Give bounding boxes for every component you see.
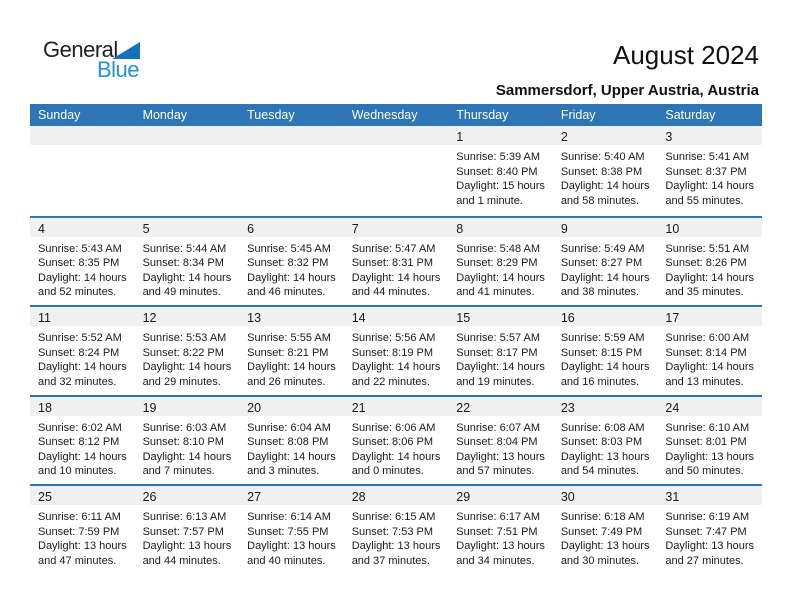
- sunrise-text: Sunrise: 6:10 AM: [665, 421, 750, 434]
- day-details: [657, 505, 762, 568]
- calendar-empty-cell: [135, 126, 240, 216]
- day-number: 20: [247, 400, 262, 415]
- day-number: 25: [38, 490, 52, 504]
- sunset-text: Sunset: 8:17 PM: [456, 346, 538, 359]
- daylight-text-line1: Daylight: 13 hours: [456, 540, 545, 553]
- weekday-header-row: [30, 104, 762, 126]
- day-number-band: [239, 397, 344, 416]
- sunrise-text: Sunrise: 6:07 AM: [456, 421, 541, 434]
- calendar-day-cell: [344, 218, 449, 306]
- day-details: [553, 326, 658, 389]
- sunrise-text: Sunrise: 5:40 AM: [560, 151, 645, 163]
- day-number-band: [30, 126, 135, 145]
- day-number: 7: [351, 221, 359, 236]
- sunrise-text: Sunrise: 6:04 AM: [247, 421, 331, 434]
- sunrise-text: Sunrise: 5:53 AM: [142, 332, 227, 344]
- daylight-text-line1: Daylight: 13 hours: [560, 540, 650, 553]
- sunrise-text: Sunrise: 6:18 AM: [560, 511, 645, 523]
- daylight-text-line1: Daylight: 14 hours: [351, 361, 441, 374]
- day-number: 1: [456, 130, 464, 144]
- general-blue-logo: [30, 37, 150, 87]
- sunrise-text: Sunrise: 5:43 AM: [38, 242, 122, 255]
- sunrise-text: Sunrise: 6:13 AM: [142, 511, 227, 523]
- day-number: 30: [560, 490, 575, 504]
- sunset-text: Sunset: 8:24 PM: [38, 346, 120, 359]
- daylight-text-line2: and 44 minutes.: [142, 554, 221, 567]
- sunset-text: Sunset: 8:01 PM: [665, 436, 747, 449]
- weeks-container: [30, 126, 762, 574]
- page-title: August 2024: [612, 40, 759, 70]
- day-number: 9: [560, 221, 568, 236]
- day-details: [30, 505, 135, 568]
- daylight-text-line2: and 50 minutes.: [665, 465, 744, 478]
- day-details: [553, 237, 658, 300]
- sunset-text: Sunset: 7:59 PM: [38, 525, 120, 538]
- day-details: [448, 145, 553, 208]
- day-number: 27: [247, 490, 262, 504]
- day-number: 6: [247, 221, 255, 236]
- day-number-band: [657, 486, 762, 505]
- day-number-band: [344, 486, 449, 505]
- daylight-text-line1: Daylight: 13 hours: [560, 450, 650, 463]
- sunset-text: Sunset: 8:37 PM: [665, 165, 747, 178]
- day-number-band: [448, 126, 553, 145]
- day-details: [553, 416, 658, 479]
- day-number: 28: [351, 490, 366, 504]
- daylight-text-line2: and 44 minutes.: [351, 286, 430, 299]
- daylight-text-line1: Daylight: 13 hours: [665, 450, 755, 463]
- day-details: [239, 237, 344, 300]
- calendar-day-cell: [344, 397, 449, 485]
- calendar-empty-cell: [239, 126, 344, 216]
- calendar-day-cell: [448, 126, 553, 216]
- sunset-text: Sunset: 8:06 PM: [351, 436, 434, 449]
- day-number: 16: [560, 311, 575, 325]
- day-number-band: [448, 486, 553, 505]
- day-number-band: [553, 126, 658, 145]
- daylight-text-line1: Daylight: 14 hours: [560, 180, 650, 193]
- daylight-text-line1: Daylight: 15 hours: [456, 180, 545, 193]
- calendar-day-cell: [553, 486, 658, 574]
- daylight-text-line2: and 13 minutes.: [665, 375, 744, 388]
- day-header-sunday: Sunday: [38, 108, 81, 122]
- calendar-day-cell: [135, 486, 240, 574]
- daylight-text-line1: Daylight: 14 hours: [142, 450, 232, 463]
- day-details: [30, 326, 135, 389]
- daylight-text-line1: Daylight: 14 hours: [142, 361, 232, 374]
- daylight-text-line2: and 32 minutes.: [38, 375, 117, 388]
- sunrise-text: Sunrise: 6:17 AM: [456, 511, 541, 523]
- calendar-day-cell: [135, 307, 240, 395]
- location-subtitle: Sammersdorf, Upper Austria, Austria: [495, 82, 759, 99]
- sunrise-text: Sunrise: 5:39 AM: [456, 151, 541, 163]
- sunrise-text: Sunrise: 6:15 AM: [351, 511, 436, 523]
- sunrise-text: Sunrise: 5:41 AM: [665, 151, 750, 163]
- sunset-text: Sunset: 7:49 PM: [560, 525, 643, 538]
- day-number: 8: [456, 221, 464, 236]
- daylight-text-line2: and 57 minutes.: [456, 465, 535, 478]
- day-details: [239, 416, 344, 479]
- day-details: [135, 416, 240, 479]
- sunset-text: Sunset: 7:53 PM: [351, 525, 434, 538]
- sunrise-text: Sunrise: 5:57 AM: [456, 332, 541, 344]
- daylight-text-line2: and 22 minutes.: [351, 375, 430, 388]
- calendar-week-row: [30, 484, 762, 574]
- sunset-text: Sunset: 8:35 PM: [38, 257, 120, 270]
- calendar-day-cell: [657, 486, 762, 574]
- daylight-text-line2: and 37 minutes.: [351, 554, 430, 567]
- calendar-week-row: [30, 126, 762, 216]
- day-number: 13: [247, 311, 262, 325]
- day-number-band: [344, 307, 449, 326]
- calendar-day-cell: [239, 218, 344, 306]
- day-number-band: [135, 218, 240, 237]
- calendar-grid: [30, 104, 762, 574]
- sunrise-text: Sunrise: 5:51 AM: [665, 242, 750, 255]
- calendar-week-row: [30, 305, 762, 395]
- sunrise-text: Sunrise: 6:14 AM: [247, 511, 331, 523]
- day-details: [135, 326, 240, 389]
- daylight-text-line1: Daylight: 14 hours: [560, 271, 650, 284]
- daylight-text-line1: Daylight: 14 hours: [38, 361, 127, 374]
- daylight-text-line2: and 46 minutes.: [247, 286, 326, 299]
- day-number-band: [135, 397, 240, 416]
- calendar-day-cell: [657, 126, 762, 216]
- calendar-day-cell: [30, 307, 135, 395]
- sunset-text: Sunset: 8:32 PM: [247, 257, 329, 270]
- day-number-band: [448, 397, 553, 416]
- daylight-text-line2: and 16 minutes.: [560, 375, 640, 388]
- day-header-wednesday: Wednesday: [351, 108, 418, 122]
- sunset-text: Sunset: 7:51 PM: [456, 525, 538, 538]
- day-number: 10: [665, 221, 680, 236]
- daylight-text-line1: Daylight: 14 hours: [665, 271, 755, 284]
- calendar-day-cell: [239, 307, 344, 395]
- calendar-day-cell: [657, 218, 762, 306]
- daylight-text-line2: and 29 minutes.: [142, 375, 221, 388]
- day-header-friday: Friday: [560, 108, 596, 122]
- day-number: 19: [142, 400, 157, 415]
- day-details: [657, 145, 762, 208]
- day-number-band: [448, 218, 553, 237]
- daylight-text-line1: Daylight: 14 hours: [247, 450, 336, 463]
- day-number-band: [239, 126, 344, 145]
- sunset-text: Sunset: 7:57 PM: [142, 525, 224, 538]
- day-number-band: [239, 486, 344, 505]
- sunset-text: Sunset: 8:14 PM: [665, 346, 747, 359]
- day-details: [135, 505, 240, 568]
- calendar-day-cell: [239, 486, 344, 574]
- sunrise-text: Sunrise: 5:52 AM: [38, 332, 122, 344]
- day-details: [553, 505, 658, 568]
- daylight-text-line1: Daylight: 14 hours: [38, 271, 127, 284]
- calendar-day-cell: [135, 397, 240, 485]
- daylight-text-line2: and 41 minutes.: [456, 286, 535, 299]
- sunset-text: Sunset: 8:15 PM: [560, 346, 643, 359]
- sunset-text: Sunset: 8:03 PM: [560, 436, 643, 449]
- calendar-day-cell: [239, 397, 344, 485]
- calendar-day-cell: [657, 397, 762, 485]
- daylight-text-line2: and 7 minutes.: [142, 465, 215, 478]
- day-details: [448, 416, 553, 479]
- daylight-text-line2: and 10 minutes.: [38, 465, 117, 478]
- sunrise-text: Sunrise: 5:56 AM: [351, 332, 436, 344]
- day-number-band: [553, 218, 658, 237]
- sunset-text: Sunset: 8:27 PM: [560, 257, 643, 270]
- calendar-day-cell: [448, 397, 553, 485]
- daylight-text-line1: Daylight: 14 hours: [560, 361, 650, 374]
- daylight-text-line1: Daylight: 14 hours: [351, 271, 441, 284]
- day-number-band: [553, 397, 658, 416]
- calendar-day-cell: [448, 307, 553, 395]
- daylight-text-line1: Daylight: 14 hours: [665, 180, 755, 193]
- calendar-day-cell: [448, 218, 553, 306]
- day-details: [344, 326, 449, 389]
- daylight-text-line1: Daylight: 13 hours: [456, 450, 545, 463]
- sunrise-text: Sunrise: 6:02 AM: [38, 421, 122, 434]
- day-number-band: [344, 126, 449, 145]
- calendar-day-cell: [553, 307, 658, 395]
- day-number: 24: [665, 400, 680, 415]
- day-details: [344, 505, 449, 568]
- sunset-text: Sunset: 8:31 PM: [351, 257, 434, 270]
- daylight-text-line2: and 38 minutes.: [560, 286, 640, 299]
- daylight-text-line2: and 26 minutes.: [247, 375, 326, 388]
- daylight-text-line2: and 58 minutes.: [560, 194, 640, 207]
- day-number: 23: [560, 400, 575, 415]
- daylight-text-line2: and 34 minutes.: [456, 554, 535, 567]
- daylight-text-line2: and 0 minutes.: [351, 465, 424, 478]
- calendar-day-cell: [657, 307, 762, 395]
- day-number: 31: [665, 490, 680, 504]
- sunrise-text: Sunrise: 6:06 AM: [351, 421, 436, 434]
- logo-text-general: General: [43, 37, 118, 62]
- sunrise-text: Sunrise: 5:48 AM: [456, 242, 541, 255]
- calendar-day-cell: [30, 486, 135, 574]
- daylight-text-line2: and 19 minutes.: [456, 375, 535, 388]
- daylight-text-line2: and 35 minutes.: [665, 286, 744, 299]
- day-header-thursday: Thursday: [456, 108, 509, 122]
- sunrise-text: Sunrise: 5:44 AM: [142, 242, 227, 255]
- sunset-text: Sunset: 7:47 PM: [665, 525, 747, 538]
- sunrise-text: Sunrise: 6:08 AM: [560, 421, 645, 434]
- day-number-band: [135, 486, 240, 505]
- calendar-day-cell: [135, 218, 240, 306]
- day-number: 11: [38, 311, 51, 325]
- sunset-text: Sunset: 8:21 PM: [247, 346, 329, 359]
- daylight-text-line2: and 47 minutes.: [38, 554, 117, 567]
- calendar-empty-cell: [344, 126, 449, 216]
- day-number: 26: [142, 490, 157, 504]
- day-number: 14: [351, 311, 366, 325]
- daylight-text-line2: and 55 minutes.: [665, 194, 744, 207]
- daylight-text-line1: Daylight: 14 hours: [247, 271, 336, 284]
- sunset-text: Sunset: 8:19 PM: [351, 346, 434, 359]
- sunset-text: Sunset: 8:10 PM: [142, 436, 224, 449]
- day-number: 18: [38, 400, 52, 415]
- daylight-text-line1: Daylight: 14 hours: [38, 450, 127, 463]
- calendar-day-cell: [344, 307, 449, 395]
- sunrise-text: Sunrise: 5:55 AM: [247, 332, 331, 344]
- day-number-band: [239, 307, 344, 326]
- day-number-band: [657, 126, 762, 145]
- day-details: [657, 237, 762, 300]
- day-details: [448, 237, 553, 300]
- logo-text-blue: Blue: [97, 57, 140, 82]
- daylight-text-line1: Daylight: 13 hours: [142, 540, 232, 553]
- sunset-text: Sunset: 8:29 PM: [456, 257, 538, 270]
- day-details: [448, 505, 553, 568]
- day-number: 22: [456, 400, 471, 415]
- day-number-band: [553, 307, 658, 326]
- sunset-text: Sunset: 8:08 PM: [247, 436, 329, 449]
- sunrise-text: Sunrise: 6:11 AM: [38, 511, 121, 523]
- daylight-text-line1: Daylight: 14 hours: [142, 271, 232, 284]
- calendar-week-row: [30, 216, 762, 306]
- day-header-monday: Monday: [142, 108, 188, 122]
- sunset-text: Sunset: 8:38 PM: [560, 165, 643, 178]
- calendar-week-row: [30, 395, 762, 485]
- day-number: 5: [142, 221, 150, 236]
- daylight-text-line1: Daylight: 14 hours: [456, 271, 545, 284]
- daylight-text-line1: Daylight: 14 hours: [247, 361, 336, 374]
- day-details: [344, 237, 449, 300]
- calendar-day-cell: [448, 486, 553, 574]
- daylight-text-line2: and 3 minutes.: [247, 465, 320, 478]
- day-details: [657, 326, 762, 389]
- day-number-band: [30, 486, 135, 505]
- calendar-day-cell: [344, 486, 449, 574]
- sunset-text: Sunset: 8:26 PM: [665, 257, 747, 270]
- calendar-day-cell: [553, 218, 658, 306]
- daylight-text-line1: Daylight: 13 hours: [351, 540, 441, 553]
- day-details: [553, 145, 658, 208]
- daylight-text-line1: Daylight: 14 hours: [351, 450, 441, 463]
- day-number: 29: [456, 490, 471, 504]
- day-number: 21: [351, 400, 366, 415]
- daylight-text-line2: and 40 minutes.: [247, 554, 326, 567]
- sunrise-text: Sunrise: 6:00 AM: [665, 332, 750, 344]
- daylight-text-line2: and 49 minutes.: [142, 286, 221, 299]
- day-number-band: [344, 397, 449, 416]
- day-details: [448, 326, 553, 389]
- sunset-text: Sunset: 8:40 PM: [456, 165, 538, 178]
- day-number-band: [30, 307, 135, 326]
- day-number-band: [553, 486, 658, 505]
- daylight-text-line2: and 30 minutes.: [560, 554, 640, 567]
- sunset-text: Sunset: 8:34 PM: [142, 257, 224, 270]
- daylight-text-line1: Daylight: 13 hours: [38, 540, 127, 553]
- day-details: [239, 326, 344, 389]
- sunrise-text: Sunrise: 5:47 AM: [351, 242, 436, 255]
- sunrise-text: Sunrise: 5:49 AM: [560, 242, 645, 255]
- sunset-text: Sunset: 8:04 PM: [456, 436, 538, 449]
- day-number-band: [344, 218, 449, 237]
- day-header-saturday: Saturday: [665, 108, 716, 122]
- daylight-text-line1: Daylight: 14 hours: [456, 361, 545, 374]
- day-number: 17: [665, 311, 680, 325]
- day-number: 2: [560, 130, 568, 144]
- day-details: [657, 416, 762, 479]
- sunset-text: Sunset: 8:12 PM: [38, 436, 120, 449]
- calendar-day-cell: [30, 218, 135, 306]
- daylight-text-line2: and 27 minutes.: [665, 554, 744, 567]
- sunrise-text: Sunrise: 5:45 AM: [247, 242, 331, 255]
- daylight-text-line1: Daylight: 13 hours: [247, 540, 336, 553]
- title-block: [496, 40, 759, 99]
- day-number-band: [448, 307, 553, 326]
- day-number: 3: [665, 130, 673, 144]
- calendar-day-cell: [553, 397, 658, 485]
- calendar-day-cell: [553, 126, 658, 216]
- day-details: [30, 416, 135, 479]
- day-details: [239, 505, 344, 568]
- daylight-text-line1: Daylight: 13 hours: [665, 540, 755, 553]
- sunrise-text: Sunrise: 5:59 AM: [560, 332, 645, 344]
- day-number-band: [135, 126, 240, 145]
- daylight-text-line2: and 52 minutes.: [38, 286, 117, 299]
- daylight-text-line1: Daylight: 14 hours: [665, 361, 755, 374]
- day-details: [344, 416, 449, 479]
- sunset-text: Sunset: 8:22 PM: [142, 346, 224, 359]
- daylight-text-line2: and 54 minutes.: [560, 465, 640, 478]
- day-number-band: [657, 307, 762, 326]
- day-number-band: [657, 397, 762, 416]
- day-number-band: [657, 218, 762, 237]
- sunrise-text: Sunrise: 6:03 AM: [142, 421, 227, 434]
- calendar-empty-cell: [30, 126, 135, 216]
- sunset-text: Sunset: 7:55 PM: [247, 525, 329, 538]
- day-number: 15: [456, 311, 471, 325]
- sunrise-text: Sunrise: 6:19 AM: [665, 511, 750, 523]
- day-details: [30, 237, 135, 300]
- day-number-band: [30, 218, 135, 237]
- daylight-text-line2: and 1 minute.: [456, 194, 523, 207]
- day-number: 12: [142, 311, 157, 325]
- day-number-band: [135, 307, 240, 326]
- day-header-tuesday: Tuesday: [247, 108, 295, 122]
- day-number: 4: [38, 221, 45, 236]
- calendar-day-cell: [30, 397, 135, 485]
- day-details: [135, 237, 240, 300]
- day-number-band: [30, 397, 135, 416]
- day-number-band: [239, 218, 344, 237]
